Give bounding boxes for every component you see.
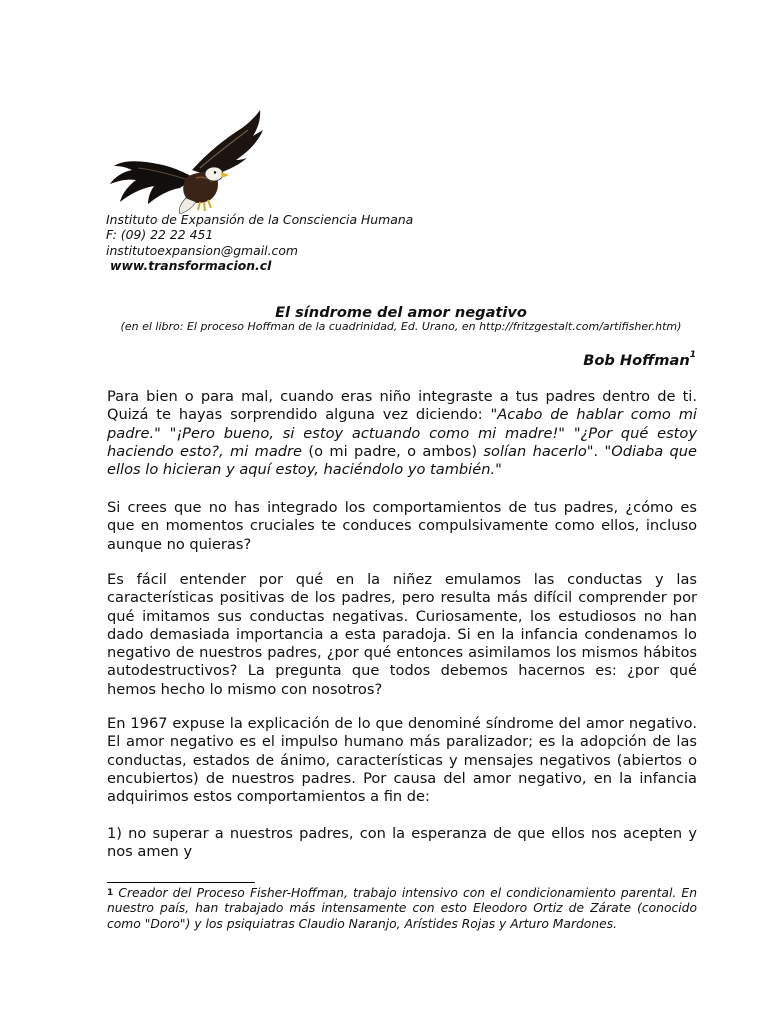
institute-name: Instituto de Expansión de la Consciencia Humana xyxy=(106,212,414,227)
footnote xyxy=(107,886,697,932)
institute-contact xyxy=(106,212,413,274)
footnote-text: Creador del Proceso Fisher-Hoffman, trabajo intensivo con el condicionamiento parental. En nuestro país, han trabajado más intensamente con esto Eleodoro Ortiz de Zárate (conocido como "Doro") y los psiquiatras Claudio Naranjo, Arístides Rojas y Arturo Mardones. xyxy=(107,886,697,931)
document-subtitle: (en el libro: El proceso Hoffman de la cuadrinidad, Ed. Urano, en http://fritzgestalt.com/artifisher.htm) xyxy=(120,320,682,333)
footnote-divider xyxy=(107,882,255,883)
author-name xyxy=(583,352,696,369)
footnote-marker: 1 xyxy=(107,888,114,898)
paragraph-5: 1) no superar a nuestros padres, con la esperanza de que ellos nos acepten y nos amen y xyxy=(107,825,697,861)
institute-email[interactable]: institutoexpansion@gmail.com xyxy=(106,242,299,258)
paragraph-2: Si crees que no has integrado los comportamientos de tus padres, ¿cómo es que en momentos cruciales te conduces compulsivamente como ellos, incluso aunque no quieras? xyxy=(107,499,697,553)
paragraph-1: Para bien o para mal, cuando eras niño integraste a tus padres dentro de ti. Quizá te hayas sorprendido alguna vez diciendo: "Acabo de hablar como mi padre." "¡Pero bueno, si estoy actuando como mi madre!" "¿Por qué estoy haciendo esto?, mi madre (o mi padre, o ambos) solían hacerlo". "Odiaba que ellos lo hicieran y aquí estoy, haciéndolo yo también." xyxy=(107,388,698,479)
paragraph-4: En 1967 expuse la explicación de lo que denominé síndrome del amor negativo. El amor negativo es el impulso humano más paralizador; es la adopción de las conductas, estados de ánimo, características y mensajes negativos (abiertos o encubiertos) de nuestros padres. Por causa del amor negativo, en la infancia adquirimos estos comportamientos a fin de: xyxy=(107,715,697,806)
institute-phone: F: (09) 22 22 451 xyxy=(106,227,214,243)
footnote-reference[interactable]: 1 xyxy=(689,350,696,360)
author-label: Bob Hoffman xyxy=(583,352,690,369)
paragraph-3: Es fácil entender por qué en la niñez emulamos las conductas y las características positivas de los padres, pero resulta más difícil comprender por qué imitamos sus conductas negativas. Curiosamente, los estudiosos no han dado demasiada importancia a esta paradoja. Si en la infancia condenamos lo negativo de nuestros padres, ¿por qué entonces asimilamos los mismos hábitos autodestructivos? La pregunta que todos debemos hacernos es: ¿por qué hemos hecho lo mismo con nosotros? xyxy=(107,571,697,698)
institute-website[interactable]: www.transformacion.cl xyxy=(110,258,272,274)
document-title: El síndrome del amor negativo xyxy=(275,304,527,321)
eagle-icon xyxy=(108,108,268,216)
